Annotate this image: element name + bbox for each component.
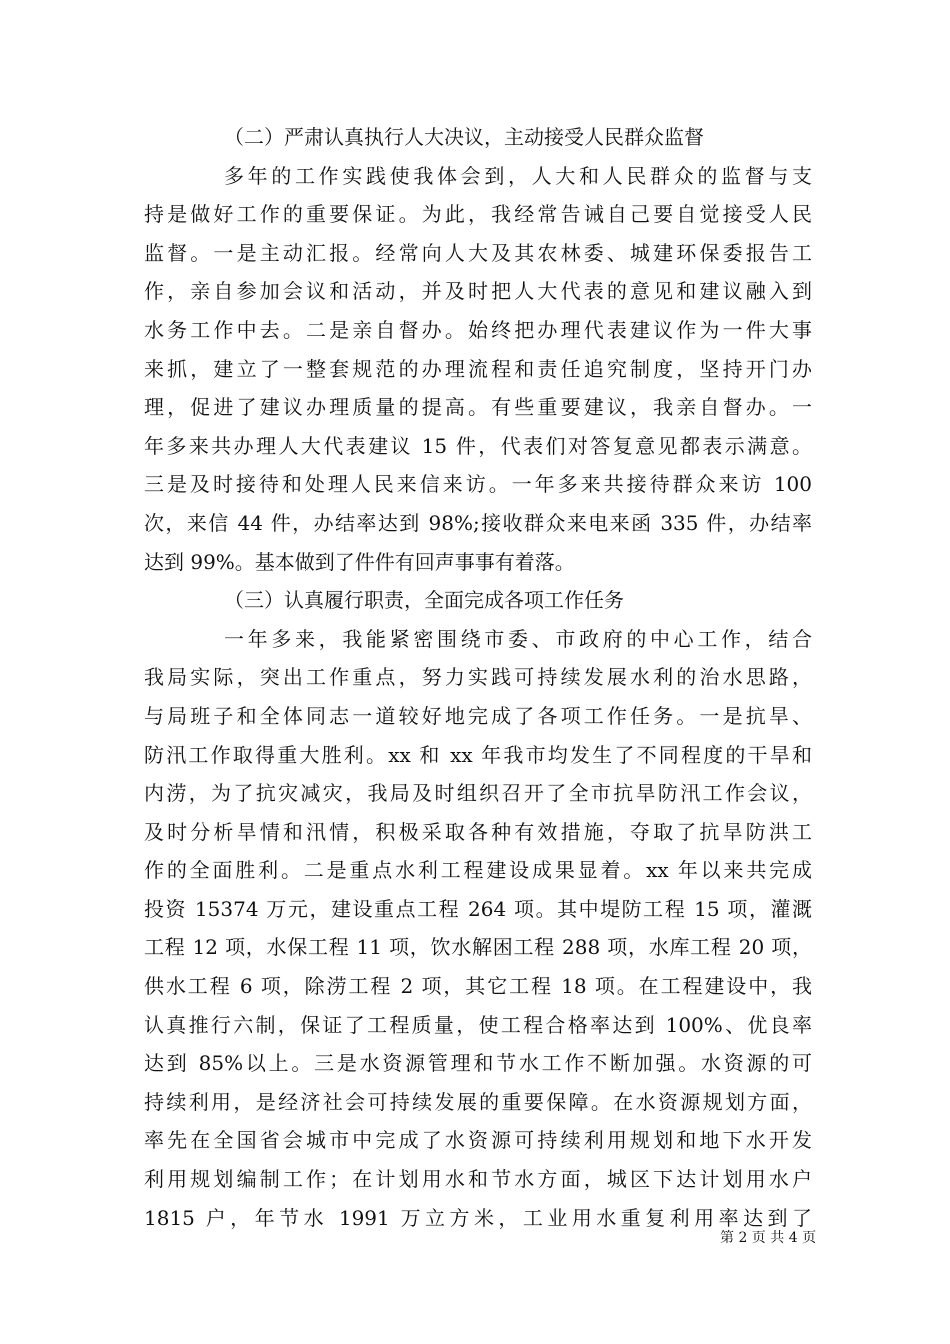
paragraph-line: 年多来共办理人大代表建议 15 件，代表们对答复意见都表示满意。: [144, 433, 812, 458]
paragraph-line: 多年的工作实践使我体会到，人大和人民群众的监督与支: [224, 163, 812, 188]
paragraph-line: 监督。一是主动汇报。经常向人大及其农林委、城建环保委报告工: [144, 240, 812, 265]
paragraph-line: 防汛工作取得重大胜利。xx 和 xx 年我市均发生了不同程度的干旱和: [144, 742, 812, 767]
paragraph-line: 作，亲自参加会议和活动，并及时把人大代表的意见和建议融入到: [144, 279, 812, 304]
paragraph-line: 理，促进了建议办理质量的提高。有些重要建议，我亲自督办。一: [144, 395, 812, 420]
paragraph-line: 率先在全国省会城市中完成了水资源可持续利用规划和地下水开发: [144, 1128, 812, 1153]
paragraph-line: 我局实际，突出工作重点，努力实践可持续发展水利的治水思路，: [144, 665, 812, 690]
paragraph-line: 一年多来，我能紧密围绕市委、市政府的中心工作，结合: [224, 626, 812, 651]
paragraph-line: 利用规划编制工作；在计划用水和节水方面，城区下达计划用水户: [144, 1167, 812, 1192]
paragraph-line: 持续利用，是经济社会可持续发展的重要保障。在水资源规划方面，: [144, 1089, 812, 1114]
paragraph-line: 投资 15374 万元，建设重点工程 264 项。其中堤防工程 15 项，灌溉: [144, 896, 812, 921]
paragraph-line: 来抓，建立了一整套规范的办理流程和责任追究制度，坚持开门办: [144, 356, 812, 381]
section-heading-3: （三）认真履行职责，全面完成各项工作任务: [224, 588, 624, 613]
paragraph-line: 认真推行六制，保证了工程质量，使工程合格率达到 100%、优良率: [144, 1012, 812, 1037]
paragraph-line: 与局班子和全体同志一道较好地完成了各项工作任务。一是抗旱、: [144, 703, 812, 728]
paragraph-line: 内涝，为了抗灾减灾，我局及时组织召开了全市抗旱防汛工作会议，: [144, 781, 812, 806]
paragraph-line: 作的全面胜利。二是重点水利工程建设成果显着。xx 年以来共完成: [144, 858, 812, 883]
page-number: 第 2 页 共 4 页: [720, 1230, 817, 1246]
paragraph-line: 供水工程 6 项，除涝工程 2 项，其它工程 18 项。在工程建设中，我: [144, 974, 812, 999]
paragraph-line: 及时分析旱情和汛情，积极采取各种有效措施，夺取了抗旱防洪工: [144, 819, 812, 844]
paragraph-line: 水务工作中去。二是亲自督办。始终把办理代表建议作为一件大事: [144, 317, 812, 342]
paragraph-line: 次，来信 44 件，办结率达到 98%;接收群众来电来函 335 件，办结率: [144, 510, 812, 535]
document-body: [144, 118, 812, 1237]
paragraph-line: 三是及时接待和处理人民来信来访。一年多来共接待群众来访 100: [144, 472, 812, 497]
paragraph-line: 1815 户，年节水 1991 万立方米，工业用水重复利用率达到了: [144, 1205, 812, 1230]
paragraph-line: 达到 85%以上。三是水资源管理和节水工作不断加强。水资源的可: [144, 1051, 812, 1076]
paragraph-line: 达到 99%。基本做到了件件有回声事事有着落。: [144, 549, 575, 574]
paragraph-line: 工程 12 项，水保工程 11 项，饮水解困工程 288 项，水库工程 20 项，: [144, 935, 812, 960]
paragraph-line: 持是做好工作的重要保证。为此，我经常告诫自己要自觉接受人民: [144, 202, 812, 227]
section-heading-2: （二）严肃认真执行人大决议，主动接受人民群众监督: [224, 125, 704, 149]
